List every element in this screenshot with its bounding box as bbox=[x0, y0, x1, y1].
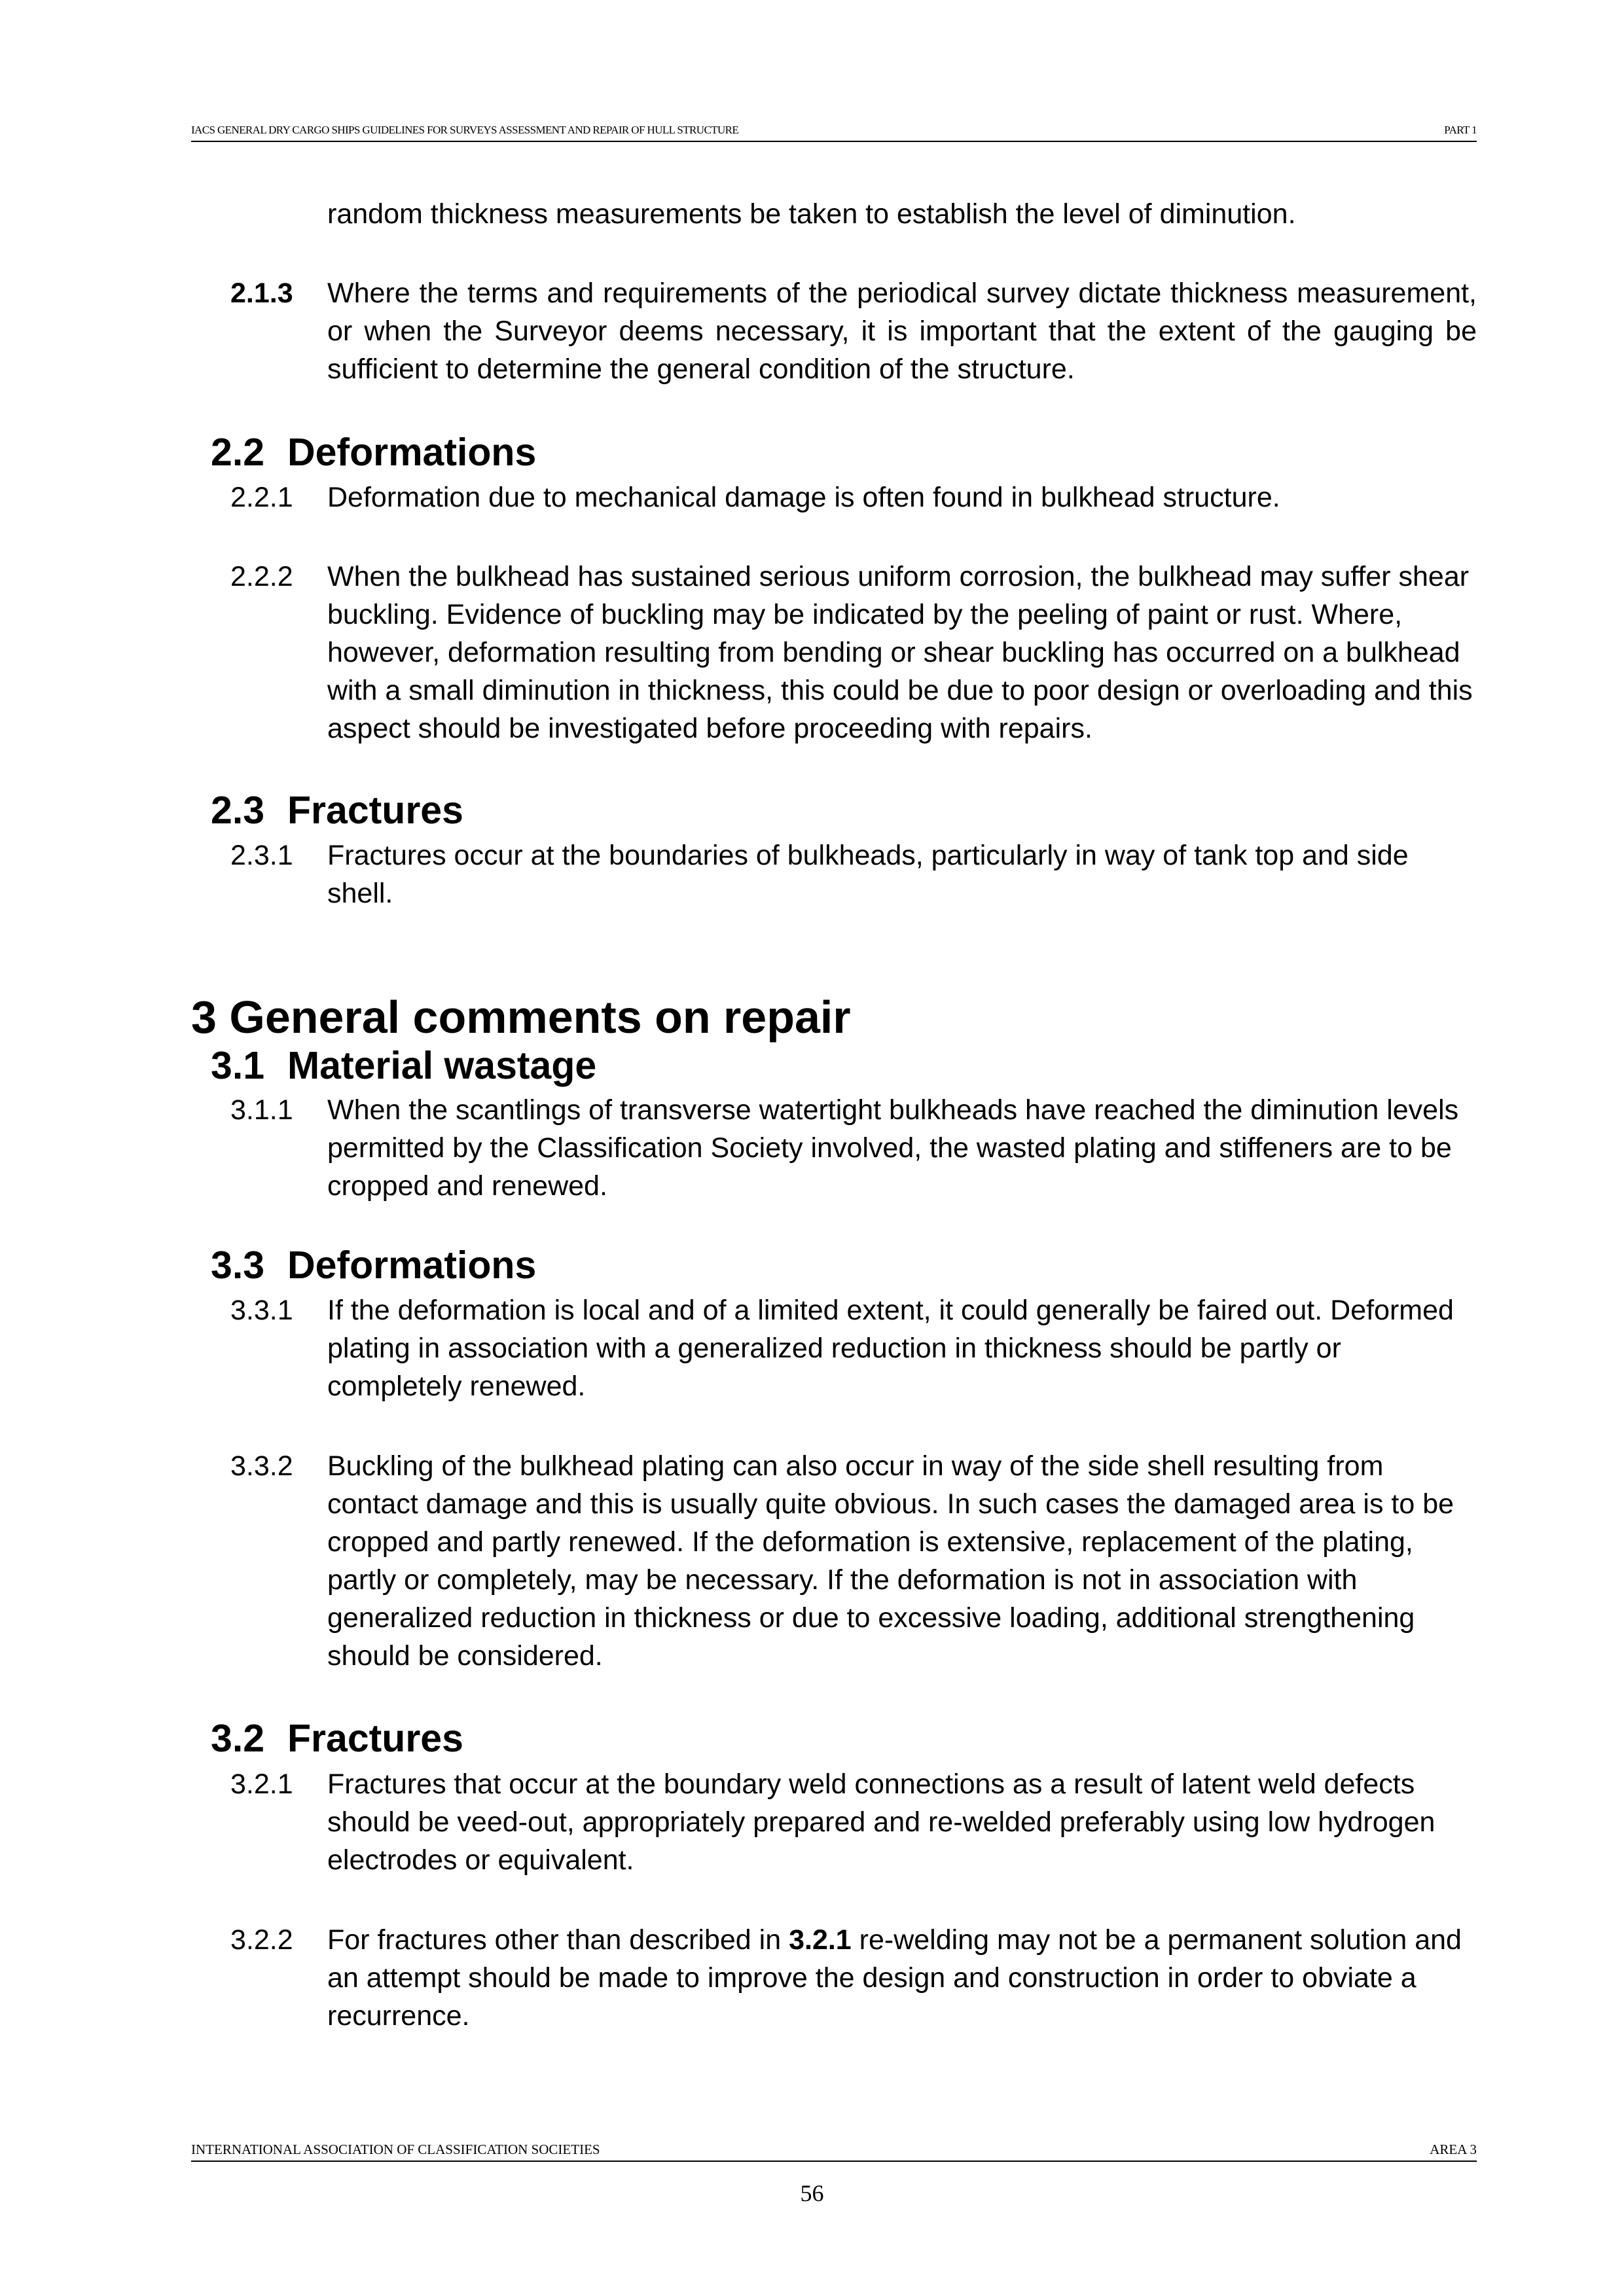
paragraph-text: When the scantlings of transverse watertight bulkheads have reached the diminution levels permitted by the Classification Society involved, the wasted plating and stiffeners are to be cropped and renewed. bbox=[327, 1094, 1459, 1202]
paragraph-number: 2.1.3 bbox=[230, 278, 293, 309]
paragraph-text: If the deformation is local and of a limited extent, it could generally be faired out. Deformed plating in association with a generalized reduction in thickness should be partly or completely renewed. bbox=[327, 1295, 1454, 1402]
paragraph-number: 2.3.1 bbox=[230, 840, 293, 871]
cross-reference: 3.2.1 bbox=[789, 1924, 852, 1956]
heading-2-3 bbox=[211, 787, 463, 833]
paragraph-text: Deformation due to mechanical damage is often found in bulkhead structure. bbox=[327, 482, 1280, 513]
paragraph-number: 3.1.1 bbox=[230, 1094, 293, 1126]
running-footer bbox=[191, 2142, 1477, 2162]
paragraph-number: 3.2.1 bbox=[230, 1768, 293, 1800]
paragraph-text: random thickness measurements be taken to establish the level of diminution. bbox=[327, 198, 1296, 230]
header-title: IACS GENERAL DRY CARGO SHIPS GUIDELINES FOR SURVEYS ASSESSMENT AND REPAIR OF HULL STRUCTURE bbox=[191, 124, 739, 136]
heading-title: Fractures bbox=[287, 789, 463, 832]
heading-3: 3 General comments on repair bbox=[191, 992, 851, 1043]
footer-area: AREA 3 bbox=[1430, 2142, 1477, 2157]
paragraph-text bbox=[327, 1921, 1477, 2035]
footer-organization: INTERNATIONAL ASSOCIATION OF CLASSIFICATION SOCIETIES bbox=[191, 2142, 600, 2157]
heading-3-1 bbox=[211, 1043, 596, 1088]
paragraph-number: 2.2.1 bbox=[230, 482, 293, 513]
header-part: PART 1 bbox=[1444, 124, 1477, 136]
paragraph-number: 3.3.1 bbox=[230, 1295, 293, 1326]
heading-number: 2.2 bbox=[211, 431, 265, 474]
heading-number: 3.2 bbox=[211, 1717, 265, 1760]
paragraph-text: Fractures that occur at the boundary weld connections as a result of latent weld defects should be veed-out, appropriately prepared and re-welded preferably using low hydrogen electrodes or equivalent. bbox=[327, 1768, 1435, 1876]
heading-2-2 bbox=[211, 429, 536, 475]
heading-3-2 bbox=[211, 1715, 463, 1761]
paragraph-text: Buckling of the bulkhead plating can also occur in way of the side shell resulting from contact damage and this is usually quite obvious. In such cases the damaged area is to be cropped and partly renewed. If the deformation is extensive, replacement of the plating, partly or completely, may be necessary. If the deformation is not in association with generalized reduction in thickness or due to excessive loading, additional strengthening should be considered. bbox=[327, 1450, 1454, 1672]
paragraph-number: 3.3.2 bbox=[230, 1450, 293, 1482]
heading-title: Deformations bbox=[287, 431, 537, 474]
paragraph-text: Fractures occur at the boundaries of bulkheads, particularly in way of tank top and side shell. bbox=[327, 840, 1409, 909]
text-after-reference: re-welding may not be a permanent solution and an attempt should be made to improve the design and construction in order to obviate a recurrence. bbox=[327, 1924, 1462, 2032]
heading-number: 3.3 bbox=[211, 1244, 265, 1287]
running-header bbox=[191, 124, 1477, 142]
page-number: 56 bbox=[800, 2180, 824, 2206]
text-before-reference: For fractures other than described in bbox=[327, 1924, 789, 1956]
heading-number: 3.1 bbox=[211, 1044, 265, 1087]
heading-title: Material wastage bbox=[287, 1044, 597, 1087]
heading-3-3 bbox=[211, 1242, 536, 1288]
paragraph-text: Where the terms and requirements of the periodical survey dictate thickness measurement, or when the Surveyor deems necessary, it is important that the extent of the gauging be sufficient to determine the general condition of the structure. bbox=[327, 278, 1477, 385]
paragraph-number: 2.2.2 bbox=[230, 561, 293, 592]
heading-title: Fractures bbox=[287, 1717, 463, 1760]
paragraph-number: 3.2.2 bbox=[230, 1924, 293, 1956]
heading-title: Deformations bbox=[287, 1244, 537, 1287]
paragraph-text: When the bulkhead has sustained serious uniform corrosion, the bulkhead may suffer shear buckling. Evidence of buckling may be indicated by the peeling of paint or rust. Where, however, deformation resulting from bending or shear buckling has occurred on a bulkhead with a small diminution in thickness, this could be due to poor design or overloading and this aspect should be investigated before proceeding with repairs. bbox=[327, 561, 1473, 744]
heading-number: 2.3 bbox=[211, 789, 265, 832]
